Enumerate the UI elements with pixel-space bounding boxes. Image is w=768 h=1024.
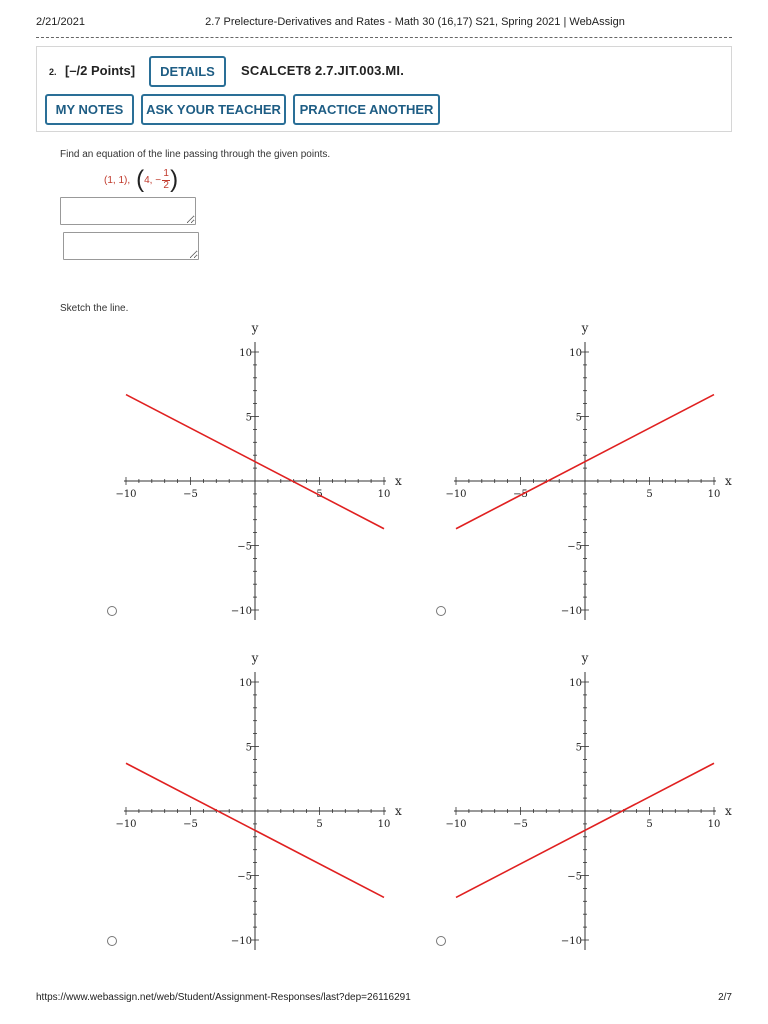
question-id: SCALCET8 2.7.JIT.003.MI. — [241, 63, 405, 78]
answer-input-2[interactable] — [63, 232, 199, 260]
y-tick-label: −5 — [237, 541, 252, 553]
radio-option-1[interactable] — [107, 606, 117, 616]
x-tick-label: −10 — [115, 819, 137, 830]
open-paren: ( — [136, 166, 145, 193]
x-tick-label: −10 — [115, 489, 137, 500]
y-tick-label: −10 — [560, 936, 582, 947]
y-tick-label: 5 — [245, 412, 252, 424]
sketch-prompt: Sketch the line. — [60, 303, 129, 314]
fraction-numerator: 1 — [163, 168, 169, 179]
y-tick-label: −5 — [567, 541, 582, 553]
radio-option-4[interactable] — [436, 936, 446, 946]
close-paren: ) — [170, 166, 179, 193]
my-notes-button[interactable]: MY NOTES — [45, 94, 134, 125]
ask-your-teacher-button[interactable]: ASK YOUR TEACHER — [141, 94, 286, 125]
y-axis-label: y — [251, 651, 259, 665]
graph-option-1 — [100, 320, 410, 620]
y-tick-label: 10 — [569, 678, 582, 689]
graph-option-4 — [430, 650, 740, 950]
x-tick-label: 10 — [377, 489, 391, 500]
details-button[interactable]: DETAILS — [149, 56, 226, 87]
x-tick-label: 5 — [316, 819, 323, 830]
x-tick-label: −5 — [183, 819, 198, 830]
y-tick-label: 5 — [245, 742, 252, 754]
answer-input-1[interactable] — [60, 197, 196, 225]
fraction-denominator: 2 — [163, 179, 169, 191]
y-tick-label: −10 — [230, 936, 252, 947]
x-tick-label: 10 — [377, 819, 391, 830]
y-tick-label: −10 — [560, 606, 582, 617]
y-axis-label: y — [251, 321, 259, 335]
point-1: (1, 1), — [104, 174, 131, 186]
x-tick-label: 5 — [646, 819, 653, 830]
y-tick-label: −10 — [230, 606, 252, 617]
graph-option-3 — [100, 650, 410, 950]
radio-option-3[interactable] — [107, 936, 117, 946]
given-points — [104, 168, 178, 192]
footer-page-number: 2/7 — [718, 992, 732, 1003]
y-tick-label: −5 — [237, 871, 252, 883]
x-tick-label: 5 — [316, 489, 323, 500]
x-tick-label: 10 — [707, 489, 721, 500]
y-tick-label: 10 — [569, 348, 582, 359]
header-divider — [36, 37, 732, 38]
y-tick-label: 5 — [575, 412, 582, 424]
fraction — [162, 169, 170, 191]
x-axis-label: x — [725, 804, 732, 818]
print-date: 2/21/2021 — [36, 16, 85, 28]
y-tick-label: −5 — [567, 871, 582, 883]
practice-another-button[interactable]: PRACTICE ANOTHER — [293, 94, 440, 125]
question-header — [36, 46, 732, 132]
x-tick-label: 5 — [646, 489, 653, 500]
graph-option-2 — [430, 320, 740, 620]
x-axis-label: x — [395, 474, 402, 488]
y-axis-label: y — [581, 651, 589, 665]
x-tick-label: −10 — [445, 819, 467, 830]
x-tick-label: −10 — [445, 489, 467, 500]
point-2-x: 4, − — [144, 174, 162, 186]
question-number: 2. — [49, 67, 57, 77]
x-tick-label: −5 — [183, 489, 198, 500]
radio-option-2[interactable] — [436, 606, 446, 616]
x-tick-label: −5 — [513, 489, 528, 500]
y-axis-label: y — [581, 321, 589, 335]
y-tick-label: 10 — [239, 348, 252, 359]
question-points: [–/2 Points] — [65, 63, 136, 78]
footer-url: https://www.webassign.net/web/Student/Assignment-Responses/last?dep=26116291 — [36, 992, 411, 1003]
x-axis-label: x — [725, 474, 732, 488]
x-tick-label: −5 — [513, 819, 528, 830]
y-tick-label: 10 — [239, 678, 252, 689]
question-prompt: Find an equation of the line passing through the given points. — [60, 149, 331, 160]
x-axis-label: x — [395, 804, 402, 818]
y-tick-label: 5 — [575, 742, 582, 754]
x-tick-label: 10 — [707, 819, 721, 830]
print-title: 2.7 Prelecture-Derivatives and Rates - Math 30 (16,17) S21, Spring 2021 | WebAssign — [205, 16, 625, 28]
